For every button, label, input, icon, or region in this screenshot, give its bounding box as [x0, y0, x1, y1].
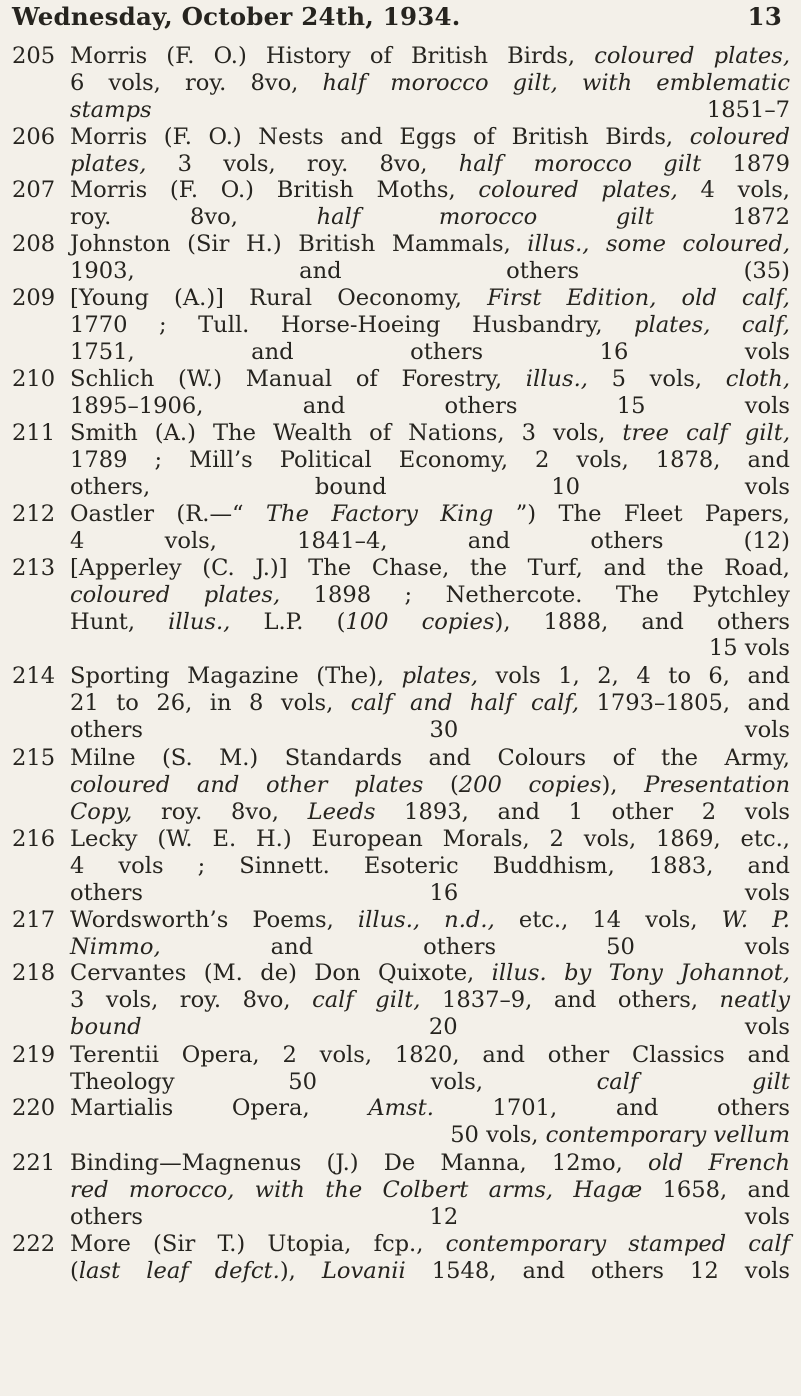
lot-number: 213 [12, 555, 56, 581]
lot-description-line: 21 to 26, in 8 vols, calf and half calf, 1793–1805, and [70, 689, 790, 716]
page-number: 13 [747, 2, 782, 31]
lot-description-line: coloured and other plates (200 copies), Presentation [70, 771, 790, 798]
lot-entry [12, 907, 790, 961]
lot-description-line: Smith (A.) The Wealth of Nations, 3 vols, tree calf gilt, [70, 420, 790, 446]
lot-description-line: plates, 3 vols, roy. 8vo, half morocco gilt 1879 [70, 150, 790, 177]
lot-description-line: 1903, and others (35) [70, 257, 790, 284]
lot-description-line: 15 vols [708, 635, 790, 662]
lot-description-line: More (Sir T.) Utopia, fcp., contemporary stamped calf [70, 1231, 790, 1257]
lot-description-line: Terentii Opera, 2 vols, 1820, and other Classics and [70, 1042, 790, 1068]
lot-number: 215 [12, 745, 56, 771]
lot-description-line: Binding—Magnenus (J.) De Manna, 12mo, old French [70, 1150, 790, 1176]
lot-description-line: Martialis Opera, Amst. 1701, and others [70, 1095, 790, 1121]
lot-description-line: 4 vols ; Sinnett. Esoteric Buddhism, 1883, and [70, 852, 790, 879]
page-header [12, 2, 782, 40]
lot-description-line: Morris (F. O.) History of British Birds, coloured plates, [70, 43, 791, 69]
lot-description-line: Morris (F. O.) Nests and Eggs of British Birds, coloured [70, 124, 790, 150]
lot-description-line: others, bound 10 vols [70, 473, 790, 500]
lot-description-line: 1895–1906, and others 15 vols [70, 392, 790, 419]
lot-entry [12, 43, 790, 123]
lot-description-line: Oastler (R.—“ The Factory King ”) The Fleet Papers, [70, 501, 790, 527]
lot-description-line: Johnston (Sir H.) British Mammals, illus., some coloured, [70, 231, 790, 257]
lot-description-line: others 12 vols [70, 1203, 790, 1230]
lot-entry [12, 745, 790, 825]
lot-number: 212 [12, 501, 56, 527]
lot-entry [12, 1150, 790, 1230]
lot-entry [12, 420, 790, 500]
lot-description-line: 4 vols, 1841–4, and others (12) [70, 527, 790, 554]
lot-description-line: 6 vols, roy. 8vo, half morocco gilt, with emblematic [70, 69, 791, 96]
lot-description-line: Milne (S. M.) Standards and Colours of the Army, [70, 745, 790, 771]
lot-description-line: Schlich (W.) Manual of Forestry, illus., 5 vols, cloth, [70, 366, 790, 392]
lot-description-line: Morris (F. O.) British Moths, coloured plates, 4 vols, [70, 177, 790, 203]
lot-description-line: Wordsworth’s Poems, illus., n.d., etc., 14 vols, W. P. [70, 907, 790, 933]
lot-description-line: [Apperley (C. J.)] The Chase, the Turf, and the Road, [70, 555, 790, 581]
lot-number: 205 [12, 43, 56, 69]
lot-description-line: others 16 vols [70, 879, 790, 906]
lot-entry [12, 177, 790, 231]
lot-description-line: Nimmo, and others 50 vols [70, 933, 790, 960]
lot-description-line: Cervantes (M. de) Don Quixote, illus. by Tony Johannot, [70, 960, 790, 986]
lot-entry [12, 1231, 790, 1285]
lot-description-line: 50 vols, contemporary vellum [450, 1121, 790, 1148]
lot-number: 207 [12, 177, 56, 203]
lot-number: 210 [12, 366, 56, 392]
lot-number: 216 [12, 826, 56, 852]
lot-description-line: Theology 50 vols, calf gilt [70, 1068, 790, 1095]
lot-number: 217 [12, 907, 56, 933]
lot-description-line: 1789 ; Mill’s Political Economy, 2 vols, 1878, and [70, 446, 790, 473]
lot-description-line: (last leaf defct.), Lovanii 1548, and others 12 vols [70, 1257, 790, 1284]
lot-description-line: 3 vols, roy. 8vo, calf gilt, 1837–9, and others, neatly [70, 986, 790, 1013]
lot-number: 206 [12, 124, 56, 150]
lot-description-line: [Young (A.)] Rural Oeconomy, First Edition, old calf, [70, 285, 790, 311]
lot-entry [12, 366, 790, 420]
lot-description-line: Copy, roy. 8vo, Leeds 1893, and 1 other 2 vols [70, 798, 790, 825]
lot-description-line: stamps 1851–7 [70, 96, 790, 123]
lot-description-line: Hunt, illus., L.P. (100 copies), 1888, and others [70, 608, 790, 635]
lot-entry [12, 124, 790, 178]
lot-entry [12, 1095, 790, 1149]
lot-number: 220 [12, 1095, 56, 1121]
lot-entry [12, 555, 790, 662]
lot-number: 219 [12, 1042, 56, 1068]
header-date: Wednesday, October 24th, 1934. [12, 2, 461, 31]
lot-description-line: Lecky (W. E. H.) European Morals, 2 vols, 1869, etc., [70, 826, 790, 852]
lot-description-line: 1751, and others 16 vols [70, 338, 790, 365]
lot-description-line: bound 20 vols [70, 1013, 790, 1040]
lot-entry [12, 826, 790, 906]
lot-number: 214 [12, 663, 56, 689]
lot-entry [12, 663, 790, 743]
lot-entry [12, 501, 790, 555]
lot-entry [12, 960, 790, 1040]
lot-number: 222 [12, 1231, 56, 1257]
lot-number: 208 [12, 231, 56, 257]
lot-entry [12, 231, 790, 285]
lot-entry [12, 285, 790, 365]
lot-description-line: red morocco, with the Colbert arms, Hagæ 1658, and [70, 1176, 791, 1203]
lot-description-line: others 30 vols [70, 716, 790, 743]
lot-description-line: roy. 8vo, half morocco gilt 1872 [70, 203, 791, 230]
lot-description-line: coloured plates, 1898 ; Nethercote. The Pytchley [70, 581, 790, 608]
lot-description-line: Sporting Magazine (The), plates, vols 1, 2, 4 to 6, and [70, 663, 790, 689]
lot-number: 211 [12, 420, 56, 446]
lot-number: 218 [12, 960, 56, 986]
lot-number: 221 [12, 1150, 56, 1176]
lot-description-line: 1770 ; Tull. Horse-Hoeing Husbandry, plates, calf, [70, 311, 790, 338]
lot-number: 209 [12, 285, 56, 311]
lot-entry [12, 1042, 790, 1096]
